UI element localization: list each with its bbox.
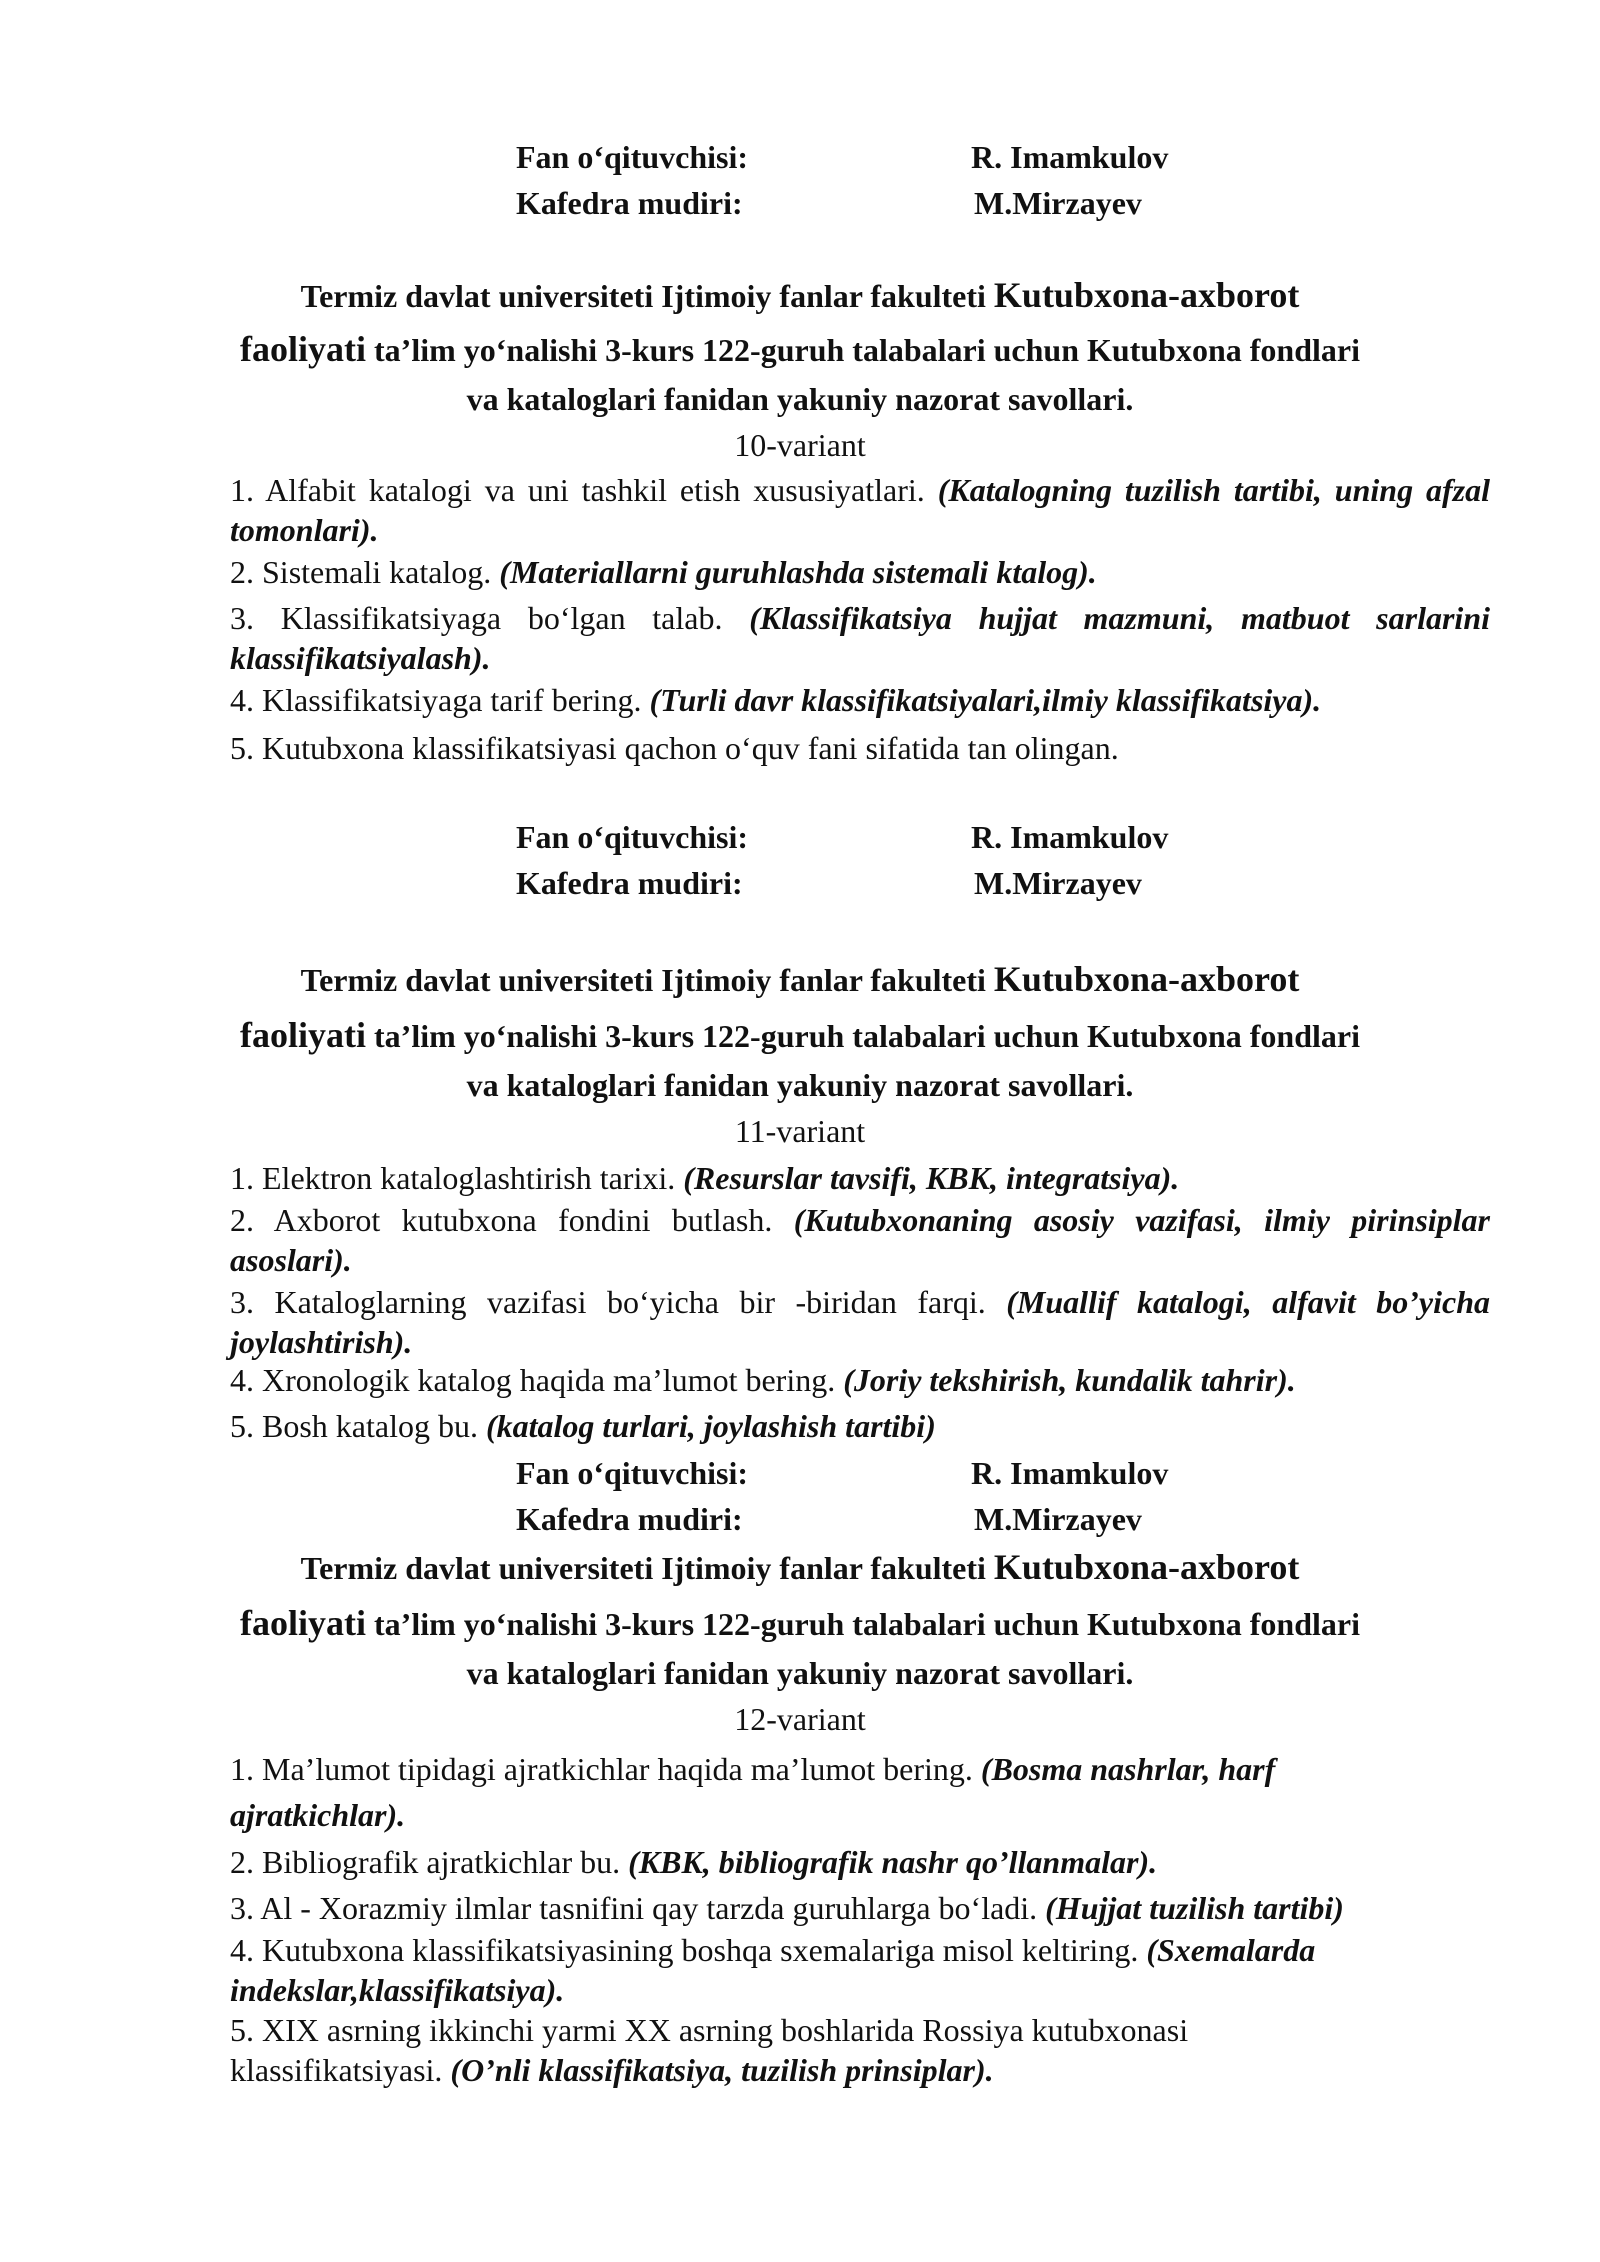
variant-title: 12-variant — [734, 1701, 866, 1737]
question-item: 5. Kutubxona klassifikatsiyasi qachon o‘quv fani sifatida tan olingan. — [230, 730, 1119, 766]
heading-text: ta’lim yo‘nalishi 3-kurs 122-guruh talabalari uchun Kutubxona fondlari — [366, 1018, 1360, 1054]
question-item: 4. Kutubxona klassifikatsiyasining boshqa sxemalariga misol keltiring. (Sxemalarda indekslar,klassifikatsiya). — [230, 1932, 1316, 2008]
teacher-name: R. Imamkulov — [971, 139, 1169, 175]
question-item: 4. Xronologik katalog haqida ma’lumot bering. (Joriy tekshirish, kundalik tahrir). — [230, 1362, 1296, 1398]
heading-highlight: Kutubxona-axborot — [993, 959, 1300, 999]
heading-line-1 — [200, 960, 1400, 999]
heading-highlight: Kutubxona-axborot — [993, 1547, 1300, 1587]
heading-prefix: Termiz davlat universiteti Ijtimoiy fanlar fakulteti — [300, 278, 994, 314]
heading-prefix: Termiz davlat universiteti Ijtimoiy fanlar fakulteti — [300, 1550, 994, 1586]
question-item: 3. Al - Xorazmiy ilmlar tasnifini qay tarzda guruhlarga bo‘ladi. (Hujjat tuzilish tartibi) — [230, 1890, 1344, 1926]
teacher-name: R. Imamkulov — [971, 819, 1169, 855]
head-name: M.Mirzayev — [974, 185, 1142, 221]
teacher-label: Fan o‘qituvchisi: — [516, 1455, 749, 1491]
question-item: 2. Sistemali katalog. (Materiallarni guruhlashda sistemali ktalog). — [230, 554, 1097, 590]
question-item: 5. XIX asrning ikkinchi yarmi XX asrning boshlarida Rossiya kutubxonasi klassifikatsiyasi. (O’nli klassifikatsiya, tuzilish prinsiplar). — [230, 2012, 1189, 2088]
heading-line-2 — [200, 1016, 1400, 1055]
teacher-name: R. Imamkulov — [971, 1455, 1169, 1491]
heading-line-1 — [200, 276, 1400, 315]
heading-highlight: Kutubxona-axborot — [993, 275, 1300, 315]
question-item: 2. Axborot kutubxona fondini butlash. (Kutubxonaning asosiy vazifasi, ilmiy pirinsiplar asoslari). — [230, 1202, 1491, 1278]
heading-text: ta’lim yo‘nalishi 3-kurs 122-guruh talabalari uchun Kutubxona fondlari — [366, 332, 1360, 368]
heading-highlight: faoliyati — [240, 1015, 366, 1055]
teacher-label: Fan o‘qituvchisi: — [516, 819, 749, 855]
heading-highlight: faoliyati — [240, 1603, 366, 1643]
heading-prefix: Termiz davlat universiteti Ijtimoiy fanlar fakulteti — [300, 962, 994, 998]
heading-highlight: faoliyati — [240, 329, 366, 369]
heading-line-3: va kataloglari fanidan yakuniy nazorat savollari. — [466, 1067, 1134, 1103]
question-item: 3. Kataloglarning vazifasi bo‘yicha bir -biridan farqi. (Muallif katalogi, alfavit bo’yicha joylashtirish). — [230, 1284, 1491, 1360]
question-item: 3. Klassifikatsiyaga bo‘lgan talab. (Klassifikatsiya hujjat mazmuni, matbuot sarlarini klassifikatsiyalash). — [230, 600, 1490, 676]
heading-line-2 — [200, 1604, 1400, 1643]
question-item: 5. Bosh katalog bu. (katalog turlari, joylashish tartibi) — [230, 1408, 936, 1444]
head-name: M.Mirzayev — [974, 865, 1142, 901]
question-item: 1. Alfabit katalogi va uni tashkil etish xususiyatlari. (Katalogning tuzilish tartibi, uning afzal tomonlari). — [230, 472, 1491, 548]
heading-line-3: va kataloglari fanidan yakuniy nazorat savollari. — [466, 381, 1134, 417]
head-label: Kafedra mudiri: — [516, 865, 743, 901]
heading-line-3: va kataloglari fanidan yakuniy nazorat savollari. — [466, 1655, 1134, 1691]
question-item: 1. Elektron kataloglashtirish tarixi. (Resurslar tavsifi, KBK, integratsiya). — [230, 1160, 1180, 1196]
variant-title: 11-variant — [734, 1113, 866, 1149]
question-item: 4. Klassifikatsiyaga tarif bering. (Turli davr klassifikatsiyalari,ilmiy klassifikatsiya). — [230, 682, 1322, 718]
question-item: 1. Ma’lumot tipidagi ajratkichlar haqida ma’lumot bering. (Bosma nashrlar, harf ajratkichlar). — [230, 1751, 1276, 1833]
head-name: M.Mirzayev — [974, 1501, 1142, 1537]
head-label: Kafedra mudiri: — [516, 1501, 743, 1537]
question-item: 2. Bibliografik ajratkichlar bu. (KBK, bibliografik nashr qo’llanmalar). — [230, 1844, 1158, 1880]
heading-text: ta’lim yo‘nalishi 3-kurs 122-guruh talabalari uchun Kutubxona fondlari — [366, 1606, 1360, 1642]
heading-line-1 — [200, 1548, 1400, 1587]
variant-title: 10-variant — [734, 427, 866, 463]
heading-line-2 — [200, 330, 1400, 369]
teacher-label: Fan o‘qituvchisi: — [516, 139, 749, 175]
head-label: Kafedra mudiri: — [516, 185, 743, 221]
